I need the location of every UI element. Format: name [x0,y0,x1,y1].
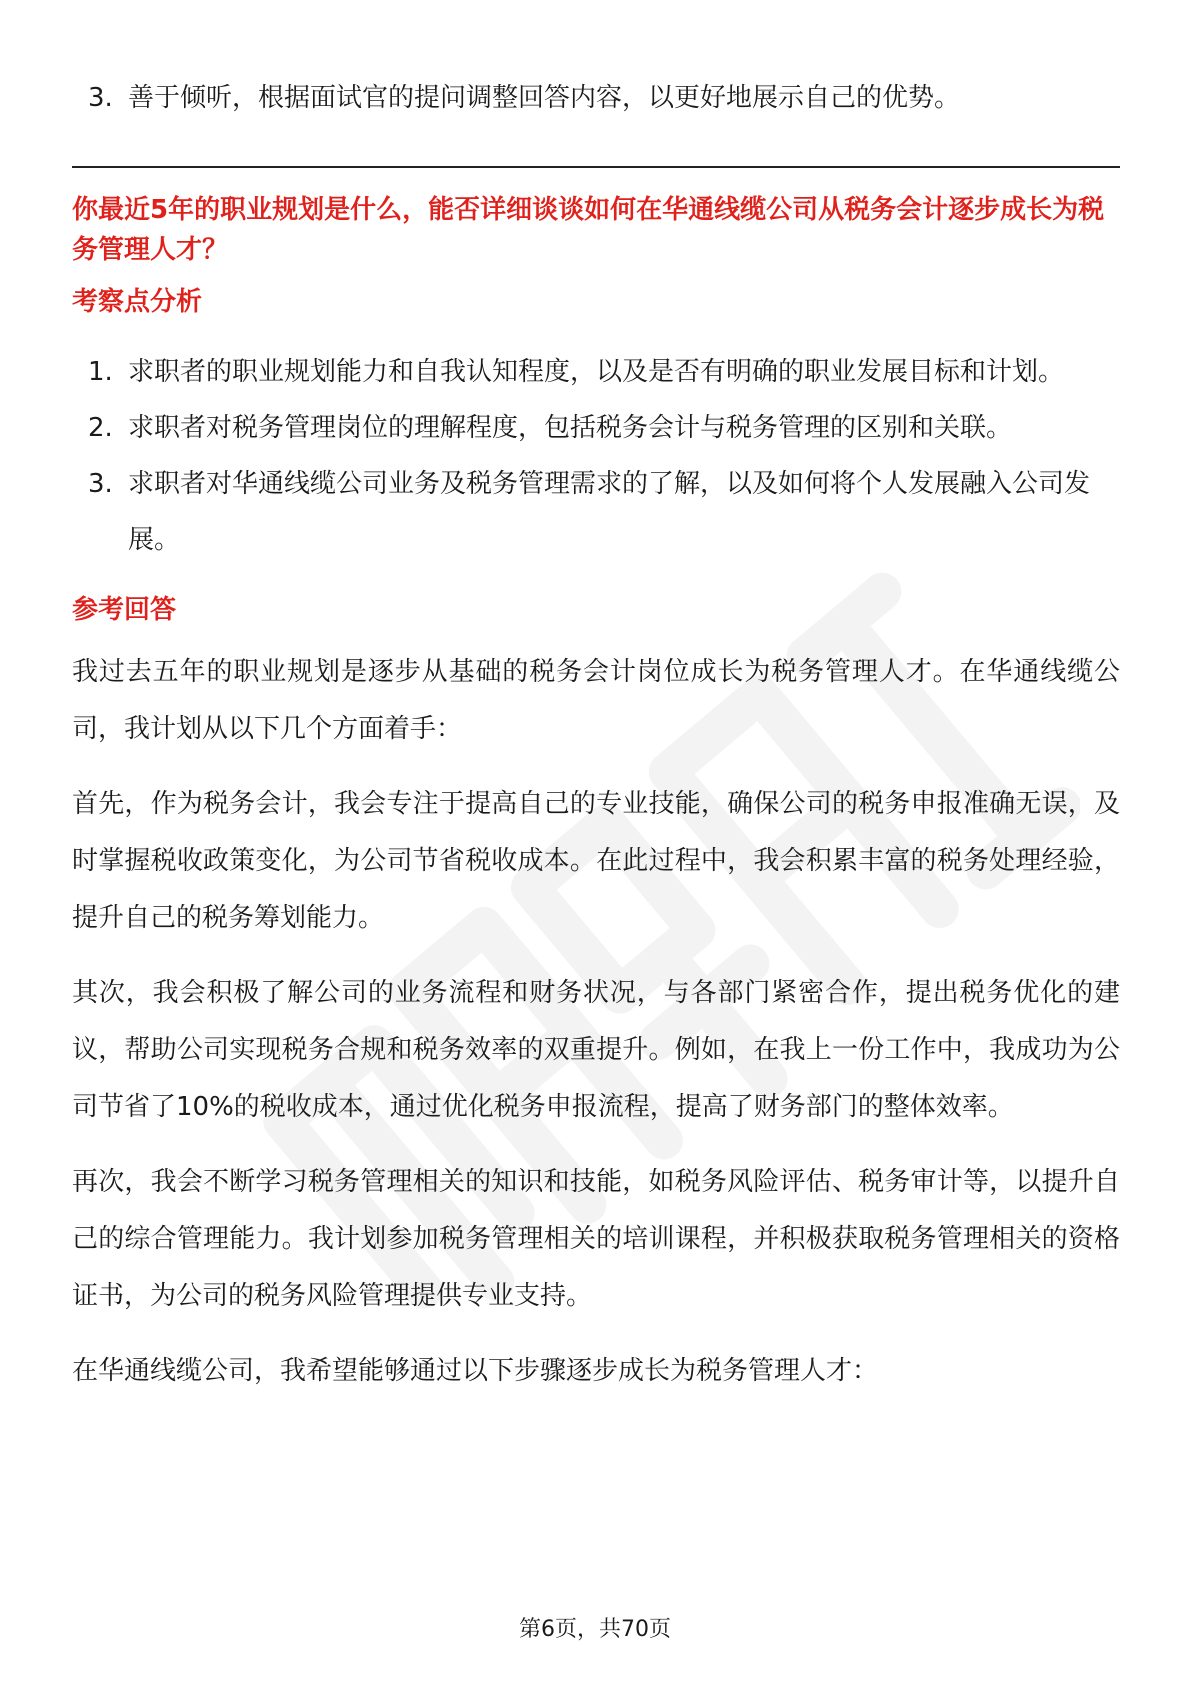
list-number: 3. [88,83,113,113]
list-item [72,344,1120,400]
answer-paragraph: 在华通线缆公司，我希望能够通过以下步骤逐步成长为税务管理人才： [72,1356,879,1386]
list-text: 善于倾听，根据面试官的提问调整回答内容，以更好地展示自己的优势。 [128,83,961,113]
page-number-footer: 第6页，共70页 [519,1617,671,1642]
answer-paragraph: 再次，我会不断学习税务管理相关的知识和技能，如税务风险评估、税务审计等，以提升自己的综合管理能力。我计划参加税务管理相关的培训课程，并积极获取税务管理相关的资格证书，为公司的税务风险管理提供专业支持。 [72,1167,1120,1311]
previous-tips-list [72,70,1120,126]
list-item [72,70,1120,126]
interview-question: 你最近5年的职业规划是什么，能否详细谈谈如何在华通线缆公司从税务会计逐步成长为税务管理人才？ [72,195,1105,265]
list-number: 1. [88,357,113,387]
answer-paragraph: 首先，作为税务会计，我会专注于提高自己的专业技能，确保公司的税务申报准确无误，及时掌握税收政策变化，为公司节省税收成本。在此过程中，我会积累丰富的税务处理经验，提升自己的税务筹划能力。 [72,789,1120,933]
page-content [72,70,1120,1400]
answer-paragraph: 我过去五年的职业规划是逐步从基础的税务会计岗位成长为税务管理人才。在华通线缆公司，我计划从以下几个方面着手： [72,657,1120,744]
list-item [72,456,1120,568]
answer-paragraph: 其次，我会积极了解公司的业务流程和财务状况，与各部门紧密合作，提出税务优化的建议，帮助公司实现税务合规和税务效率的双重提升。例如，在我上一份工作中，我成功为公司节省了10%的税收成本，通过优化税务申报流程，提高了财务部门的整体效率。 [72,978,1120,1122]
answer-heading: 参考回答 [72,595,177,625]
list-item [72,400,1120,456]
list-number: 3. [88,469,113,499]
list-text: 求职者对华通线缆公司业务及税务管理需求的了解，以及如何将个人发展融入公司发展。 [128,469,1091,555]
analysis-list [72,344,1120,568]
list-text: 求职者对税务管理岗位的理解程度，包括税务会计与税务管理的区别和关联。 [128,413,1013,443]
list-number: 2. [88,413,113,443]
section-divider [72,166,1120,168]
list-text: 求职者的职业规划能力和自我认知程度，以及是否有明确的职业发展目标和计划。 [128,357,1065,387]
analysis-heading: 考察点分析 [72,287,203,317]
